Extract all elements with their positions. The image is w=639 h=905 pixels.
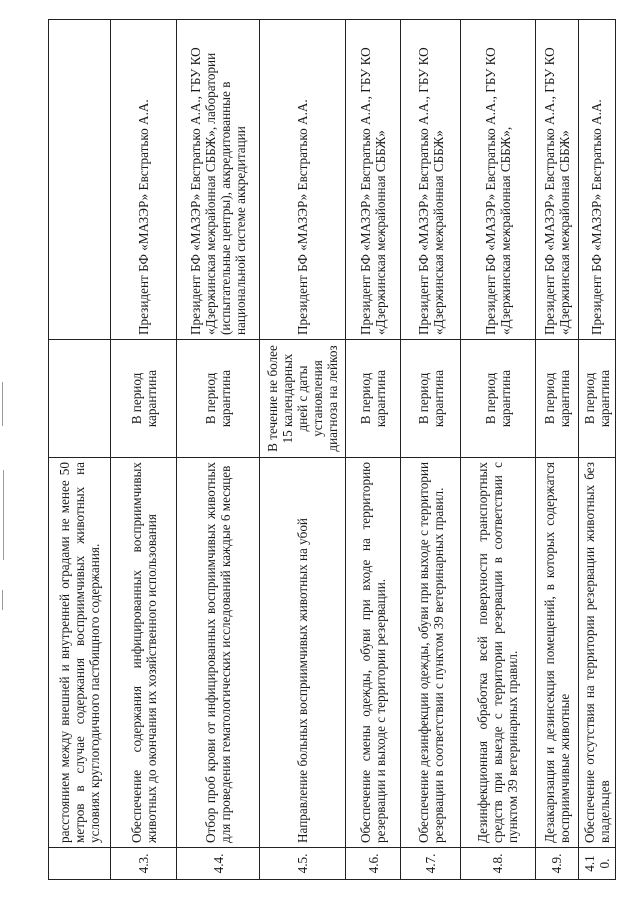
binding-mark bbox=[2, 382, 3, 426]
measure-responsible: Президент БФ «МАЗЭР» Евстратько А.А. bbox=[110, 20, 176, 340]
measure-text: Дезакаризация и дезинсекция помещений, в которых содержатся восприимчивые животные bbox=[535, 458, 578, 848]
measure-responsible bbox=[49, 20, 111, 340]
row-number: 4.4. bbox=[177, 848, 260, 880]
table-row bbox=[401, 20, 461, 880]
measure-responsible: Президент БФ «МАЗЭР» Евстратько А.А., ГБУ КО «Дзержинская межрайонная СББЖ» bbox=[345, 20, 401, 340]
binding-mark bbox=[2, 590, 3, 610]
row-number: 4.6. bbox=[345, 848, 401, 880]
measure-text: Обеспечение отсутствия на территории резервации животных без владельцев bbox=[578, 458, 615, 848]
measure-responsible: Президент БФ «МАЗЭР» Евстратько А.А., ГБУ КО «Дзержинская межрайонная СББЖ», лаборатории (испытательные центры), аккредитованные в национальной системе аккредитации bbox=[177, 20, 260, 340]
measure-term: В период карантина bbox=[578, 340, 615, 458]
row-number: 4.10. bbox=[578, 848, 615, 880]
measure-term bbox=[49, 340, 111, 458]
measure-term: В период карантина bbox=[177, 340, 260, 458]
measure-text: Дезинфекционная обработка всей поверхности транспортных средств при выезде с территории резервации в соответствии с пунктом 39 ветеринарных правил. bbox=[461, 458, 536, 848]
table-row bbox=[535, 20, 578, 880]
measure-responsible: Президент БФ «МАЗЭР» Евстратько А.А. bbox=[578, 20, 615, 340]
table-row bbox=[110, 20, 176, 880]
measure-responsible: Президент БФ «МАЗЭР» Евстратько А.А., ГБУ КО «Дзержинская межрайонная СББЖ» bbox=[401, 20, 461, 340]
measure-term: В период карантина bbox=[110, 340, 176, 458]
row-number: 4.5. bbox=[260, 848, 345, 880]
table-row bbox=[578, 20, 615, 880]
measure-text: Обеспечение смены одежды, обуви при входе на территорию резервации и выходе с территории резервации. bbox=[345, 458, 401, 848]
binding-mark bbox=[3, 470, 4, 560]
measure-responsible: Президент БФ «МАЗЭР» Евстратько А.А., ГБУ КО «Дзержинская межрайонная СББЖ» bbox=[535, 20, 578, 340]
measure-text: Направление больных восприимчивых животных на убой bbox=[260, 458, 345, 848]
table-row bbox=[461, 20, 536, 880]
measure-text: расстоянием между внешней и внутренней оградами не менее 50 метров в случае содержания восприимчивых животных на условиях круглогодичного пастбищного содержания. bbox=[49, 458, 111, 848]
measure-term: В период карантина bbox=[535, 340, 578, 458]
measure-term: В период карантина bbox=[401, 340, 461, 458]
measure-term: В период карантина bbox=[461, 340, 536, 458]
quarantine-measures-table bbox=[48, 19, 616, 880]
table-row bbox=[177, 20, 260, 880]
measure-responsible: Президент БФ «МАЗЭР» Евстратько А.А. bbox=[260, 20, 345, 340]
row-number: 4.9. bbox=[535, 848, 578, 880]
row-number: 4.8. bbox=[461, 848, 536, 880]
table-row bbox=[49, 20, 111, 880]
measure-responsible: Президент БФ «МАЗЭР» Евстратько А.А., ГБУ КО «Дзержинская межрайонная СББЖ», bbox=[461, 20, 536, 340]
row-number: 4.3. bbox=[110, 848, 176, 880]
row-number: 4.7. bbox=[401, 848, 461, 880]
table-row bbox=[260, 20, 345, 880]
rotated-document-page bbox=[48, 20, 616, 880]
measure-text: Отбор проб крови от инфицированных восприимчивых животных для проведения гематологических исследований каждые 6 месяцев bbox=[177, 458, 260, 848]
measure-text: Обеспечение дезинфекции одежды, обуви при выходе с территории резервации в соответствии с пунктом 39 ветеринарных правил. bbox=[401, 458, 461, 848]
table-row bbox=[345, 20, 401, 880]
row-number bbox=[49, 848, 111, 880]
measure-term: В течение не более 15 календарных дней с даты установления диагноза на лейкоз bbox=[260, 340, 345, 458]
measure-text: Обеспечение содержания инфицированных восприимчивых животных до окончания их хозяйственного использования bbox=[110, 458, 176, 848]
measure-term: В период карантина bbox=[345, 340, 401, 458]
